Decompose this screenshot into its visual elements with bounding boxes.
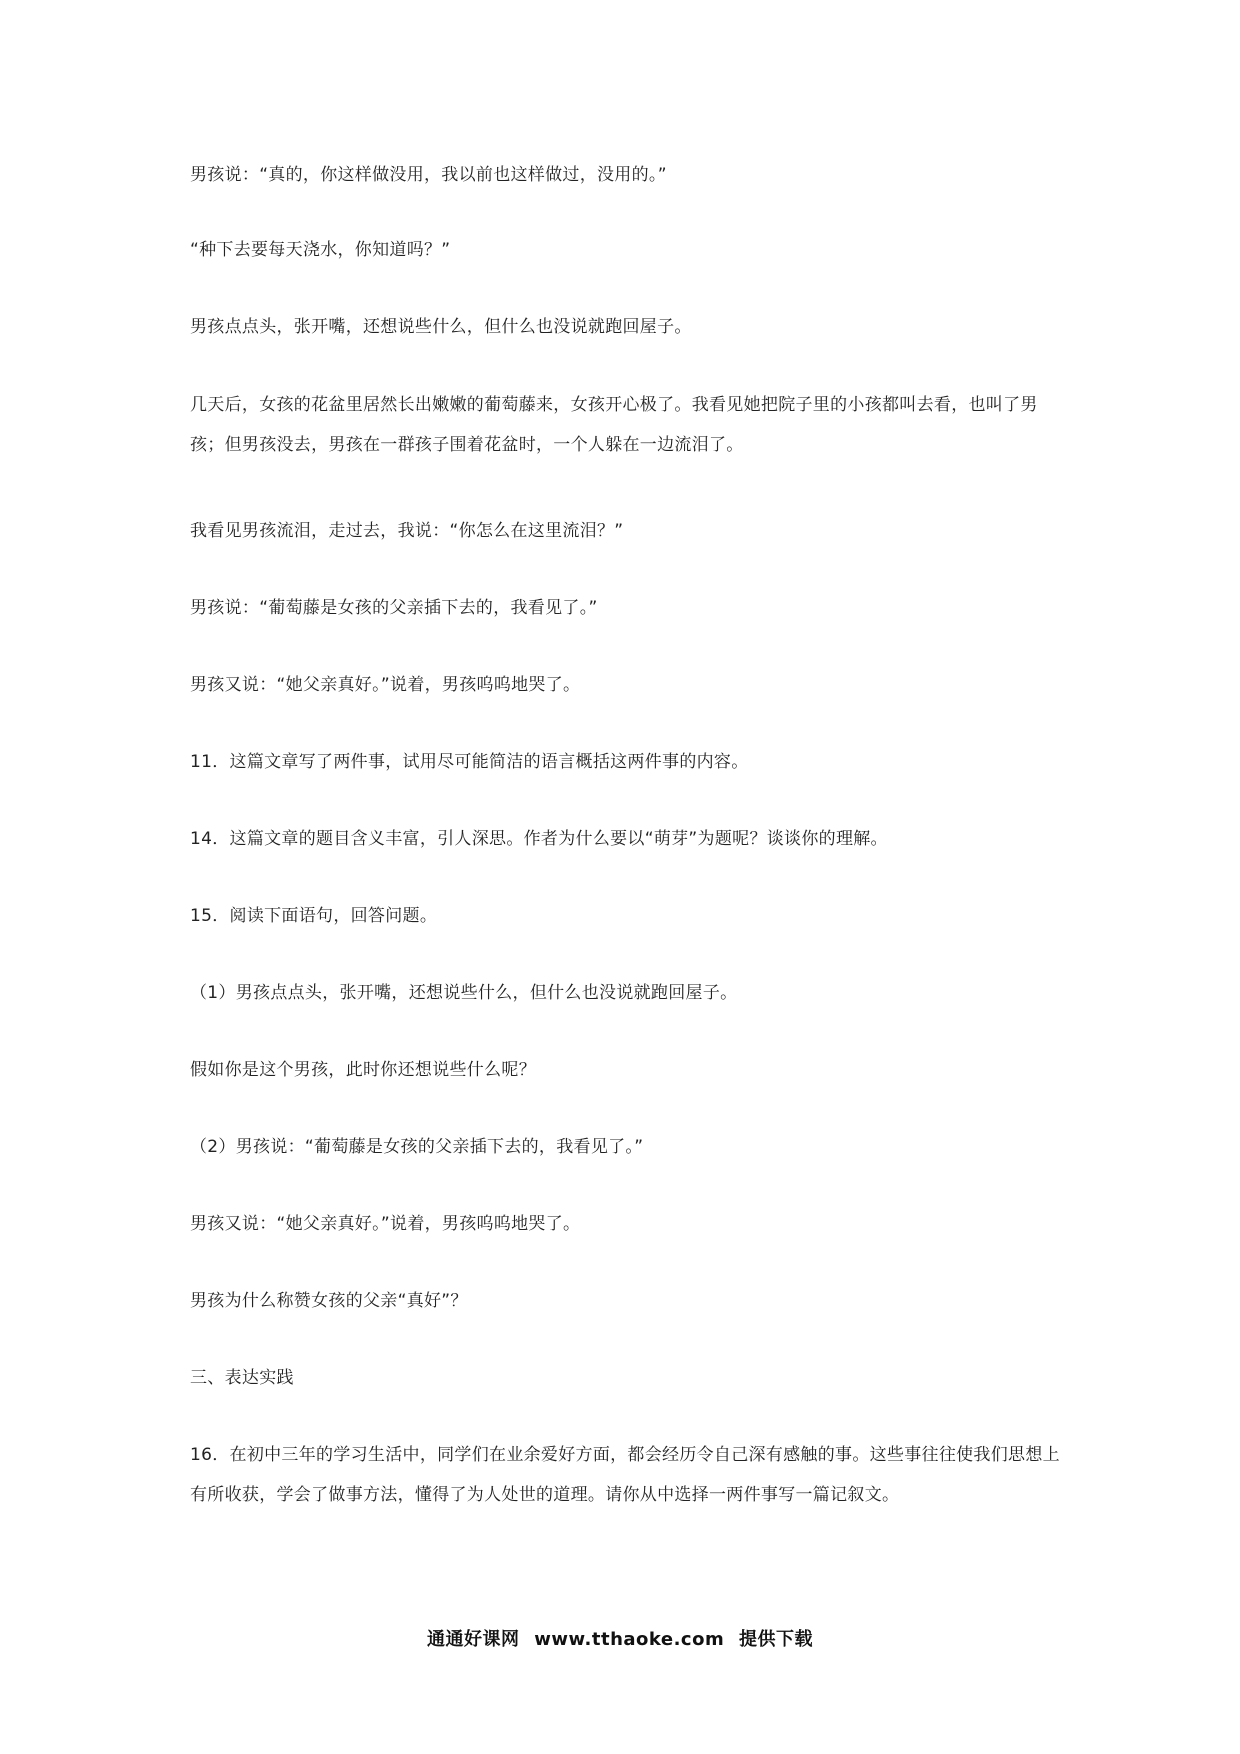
paragraph-3: 男孩点点头，张开嘴，还想说些什么，但什么也没说就跑回屋子。 xyxy=(190,317,692,337)
paragraph-2: “种下去要每天浇水，你知道吗？” xyxy=(190,240,451,260)
footer-site-name: 通通好课网 xyxy=(427,1629,520,1650)
question-11: 11．这篇文章写了两件事，试用尽可能简洁的语言概括这两件事的内容。 xyxy=(190,752,749,772)
paragraph-1: 男孩说：“真的，你这样做没用，我以前也这样做过，没用的。” xyxy=(190,165,667,185)
paragraph-6: 男孩说：“葡萄藤是女孩的父亲插下去的，我看见了。” xyxy=(190,598,598,618)
question-14: 14．这篇文章的题目含义丰富，引人深思。作者为什么要以“萌芽”为题呢？谈谈你的理解。 xyxy=(190,829,888,849)
page-footer xyxy=(0,1625,1240,1651)
question-15: 15．阅读下面语句，回答问题。 xyxy=(190,906,438,926)
paragraph-7: 男孩又说：“她父亲真好。”说着，男孩呜呜地哭了。 xyxy=(190,675,581,695)
question-16: 16．在初中三年的学习生活中，同学们在业余爱好方面，都会经历令自己深有感触的事。这些事往往使我们思想上有所收获，学会了做事方法，懂得了为人处世的道理。请你从中选择一两件事写一篇记叙文。 xyxy=(190,1445,1060,1505)
question-15-part-2: （2）男孩说：“葡萄藤是女孩的父亲插下去的，我看见了。” xyxy=(190,1137,644,1157)
footer-suffix: 提供下载 xyxy=(739,1629,813,1650)
question-15-part-1-prompt: 假如你是这个男孩，此时你还想说些什么呢？ xyxy=(190,1060,536,1080)
paragraph-4: 几天后，女孩的花盆里居然长出嫩嫩的葡萄藤来，女孩开心极了。我看见她把院子里的小孩都叫去看，也叫了男孩；但男孩没去，男孩在一群孩子围着花盆时，一个人躲在一边流泪了。 xyxy=(190,395,1038,455)
section-heading-expression: 三、表达实践 xyxy=(190,1368,294,1388)
question-15-part-2-quote: 男孩又说：“她父亲真好。”说着，男孩呜呜地哭了。 xyxy=(190,1214,581,1234)
footer-url[interactable]: www.tthaoke.com xyxy=(534,1629,725,1650)
question-15-part-1: （1）男孩点点头，张开嘴，还想说些什么，但什么也没说就跑回屋子。 xyxy=(190,983,738,1003)
paragraph-5: 我看见男孩流泪，走过去，我说：“你怎么在这里流泪？” xyxy=(190,521,624,541)
question-15-part-2-prompt: 男孩为什么称赞女孩的父亲“真好”？ xyxy=(190,1291,468,1311)
